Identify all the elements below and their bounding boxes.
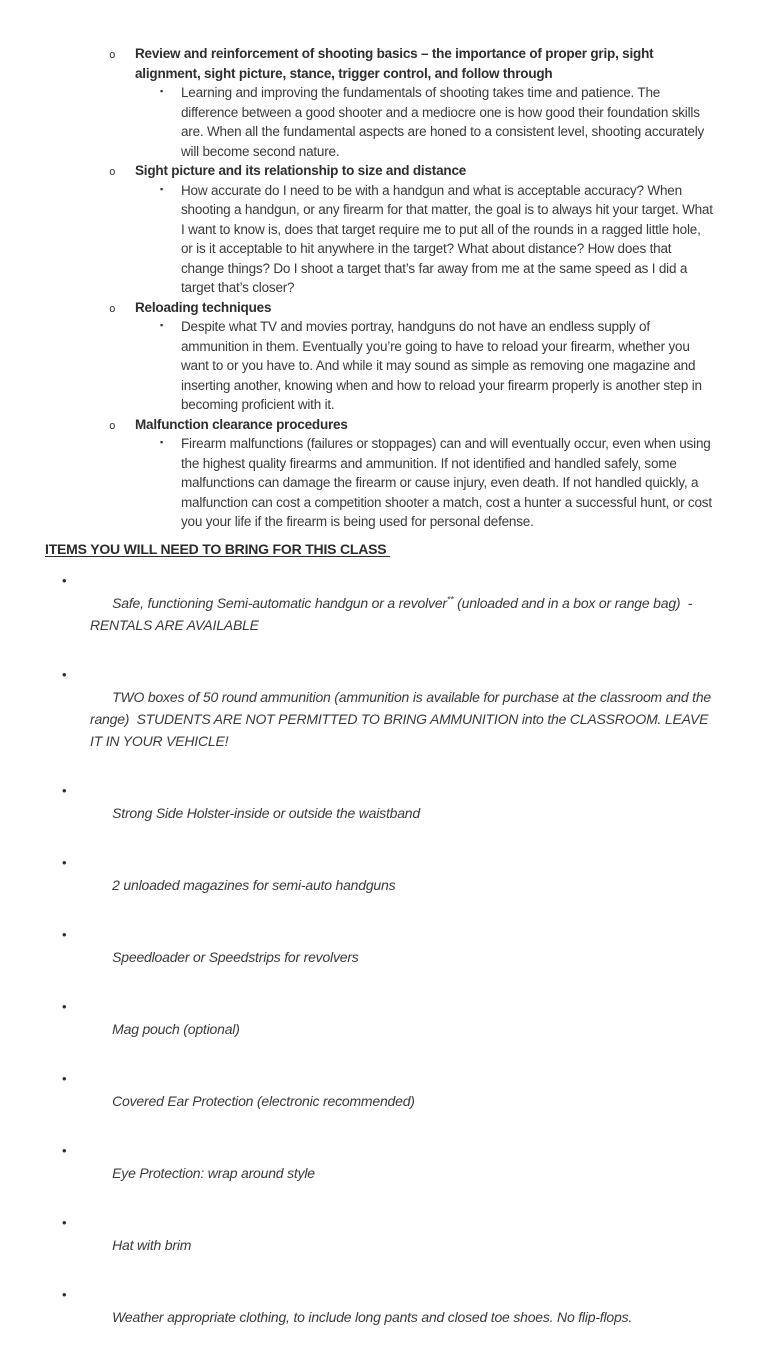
topic-detail-row — [160, 83, 715, 161]
bring-item-eye-protection — [62, 1140, 720, 1206]
topic-detail-row — [160, 181, 715, 298]
topic-sight-picture — [0, 161, 768, 298]
circle-bullet: o — [109, 301, 116, 315]
circle-bullet: o — [109, 418, 116, 432]
bring-item-magazines — [62, 852, 720, 918]
bring-item-text-after: (unloaded and in a box or range bag) - RENTALS ARE AVAILABLE — [90, 594, 696, 633]
topic-detail: Learning and improving the fundamentals of shooting takes time and patience. The difference between a good shooter and a mediocre one is how good their foundation skills are. When all the fundamental aspects are honed to a consistent level, shooting accurately will become second nature. — [181, 85, 705, 159]
topic-title: Sight picture and its relationship to size and distance — [135, 163, 467, 178]
disc-bullet: • — [62, 854, 67, 870]
bring-item-clothing — [62, 1284, 720, 1350]
disc-bullet: • — [62, 1286, 67, 1302]
bring-item-speedloader — [62, 924, 720, 990]
bring-item-text: Speedloader or Speedstrips for revolvers — [112, 948, 359, 965]
topic-detail-row — [160, 317, 715, 415]
bring-item-text: Strong Side Holster-inside or outside the waistband — [112, 804, 420, 821]
bring-item-ear-protection — [62, 1068, 720, 1134]
disc-bullet: • — [62, 1214, 67, 1230]
bring-item-text: Hat with brim — [112, 1236, 192, 1253]
bring-item-text: Eye Protection: wrap around style — [112, 1164, 315, 1181]
bring-item-text: 2 unloaded magazines for semi-auto handguns — [112, 876, 396, 893]
topic-detail: Firearm malfunctions (failures or stoppages) can and will eventually occur, even when using the highest quality firearms and ammunition. If not identified and handled safely, some malfunctions can damage the firearm or cause injury, even death. If not handled quickly, a malfunction can cost a competition shooter a match, cost a hunter a successful hunt, or cost you your life if the firearm is being used for personal defense. — [181, 436, 712, 529]
disc-bullet: • — [62, 926, 67, 942]
topic-detail-row — [160, 434, 715, 532]
bring-item-ammunition — [62, 664, 720, 774]
topic-title: Reloading techniques — [135, 299, 272, 315]
circle-bullet: o — [109, 165, 116, 178]
course-topics-list — [0, 44, 768, 532]
bring-item-hat — [62, 1212, 720, 1278]
square-bullet: ▪ — [160, 86, 163, 96]
square-bullet: ▪ — [160, 437, 163, 447]
topic-shooting-basics — [0, 44, 768, 161]
bring-item-handgun — [62, 570, 720, 658]
topic-title-row — [109, 298, 717, 318]
bring-item-text: TWO boxes of 50 round ammunition (ammunition is available for purchase at the classroom and the range) STUDENTS ARE NOT PERMITTED TO BRING AMMUNITION into the CLASSROOM. LEAVE IT IN YOUR VEHICLE! — [90, 688, 715, 749]
bring-item-text: Safe, functioning Semi-automatic handgun or a revolver — [112, 594, 447, 611]
topic-title: Malfunction clearance procedures — [135, 416, 348, 432]
disc-bullet: • — [62, 998, 67, 1014]
topic-reloading — [0, 298, 768, 415]
bring-item-mag-pouch — [62, 996, 720, 1062]
bring-item-text: Weather appropriate clothing, to include long pants and closed toe shoes. No flip-flops. — [112, 1308, 633, 1325]
disc-bullet: • — [62, 666, 67, 682]
circle-bullet: o — [109, 48, 116, 61]
topic-title: Review and reinforcement of shooting basics – the importance of proper grip, sight alignment, sight picture, stance, trigger control, and follow through — [135, 46, 654, 81]
bring-item-text: Mag pouch (optional) — [112, 1020, 240, 1037]
disc-bullet: • — [62, 1142, 67, 1158]
topic-title-row — [109, 415, 717, 435]
topic-title-row — [109, 161, 717, 181]
topic-detail: Despite what TV and movies portray, handguns do not have an endless supply of ammunition in them. Eventually you’re going to have to reload your firearm, whether you want to or you have to. And while it may sound as simple as removing one magazine and inserting another, knowing when and how to reload your firearm properly is another step in becoming proficient with it. — [181, 319, 702, 412]
topic-malfunction-clearance — [0, 415, 768, 532]
topic-detail: How accurate do I need to be with a handgun and what is acceptable accuracy? When shooting a handgun, or any firearm for that matter, the goal is to always hit your target. What I want to know is, does that target require me to put all of the rounds in a ragged little hole, or is it acceptable to hit anywhere in the target? What about distance? How does that change things? Do I shoot a target that’s far away from me at the same speed as I did a target that’s closer? — [181, 182, 713, 295]
disc-bullet: • — [62, 782, 67, 798]
topic-title-row — [109, 44, 717, 83]
disc-bullet: • — [62, 572, 67, 588]
square-bullet: ▪ — [160, 183, 163, 194]
square-bullet: ▪ — [160, 320, 163, 330]
section-heading-items-to-bring: ITEMS YOU WILL NEED TO BRING FOR THIS CLASS — [45, 540, 391, 557]
items-to-bring-list — [0, 570, 768, 1350]
footnote-marker: ** — [446, 593, 454, 604]
disc-bullet: • — [62, 1070, 67, 1086]
bring-item-holster — [62, 780, 720, 846]
bring-item-text: Covered Ear Protection (electronic recommended) — [112, 1092, 415, 1109]
